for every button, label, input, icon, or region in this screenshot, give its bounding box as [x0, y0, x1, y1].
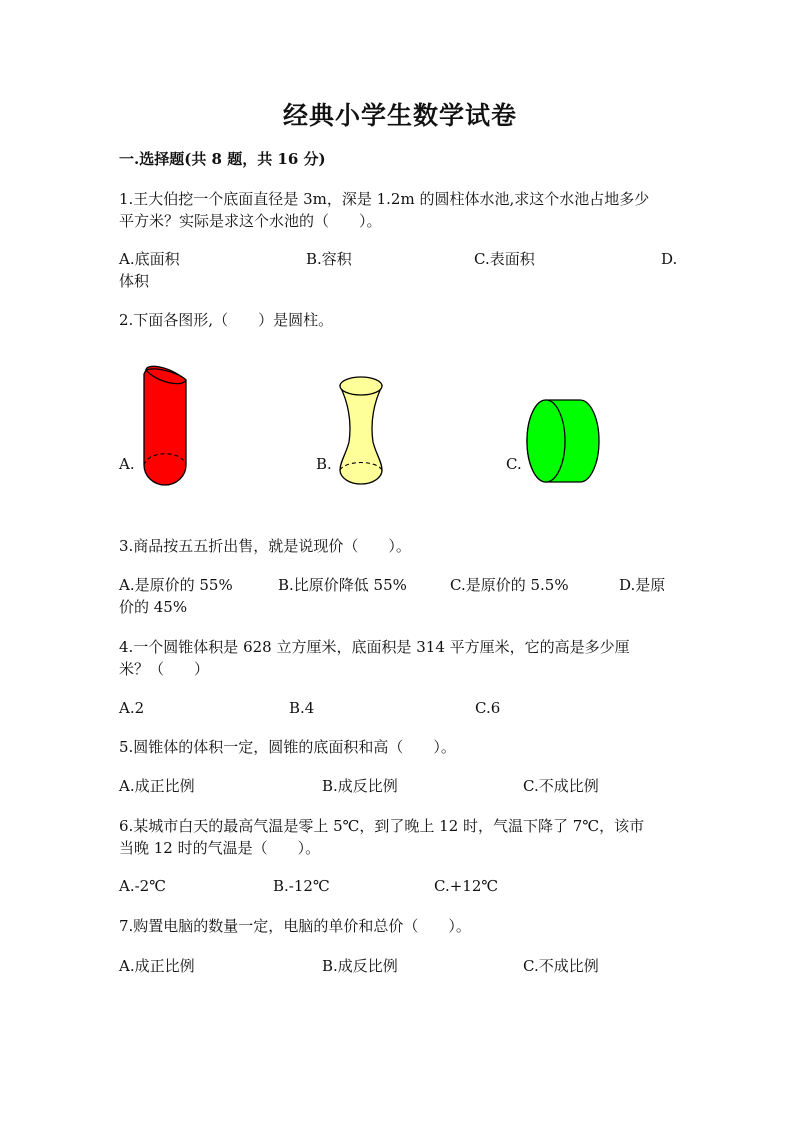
question-7 — [119, 915, 679, 937]
option-c[interactable]: C.不成比例 — [523, 777, 599, 795]
option-b[interactable]: B. — [316, 455, 332, 473]
question-4 — [119, 636, 679, 680]
question-2-line-1: 2.下面各图形,（ ）是圆柱。 — [119, 311, 334, 329]
question-1-line-1: 1.王大伯挖一个底面直径是 3m，深是 1.2m 的圆柱体水池,求这个水池占地多少 — [119, 190, 650, 208]
option-a[interactable]: A.-2℃ — [119, 877, 166, 895]
green-cylinder-face — [527, 400, 565, 482]
option-d-continuation: 体积 — [119, 272, 150, 290]
question-2 — [119, 309, 679, 331]
option-d[interactable]: D.是原 — [619, 576, 666, 594]
option-b[interactable]: B.4 — [289, 699, 315, 717]
option-b[interactable]: B.容积 — [306, 250, 352, 268]
green-flat-cylinder-figure — [522, 394, 604, 488]
question-6-line-1: 6.某城市白天的最高气温是零上 5℃，到了晚上 12 时，气温下降了 7℃，该市 — [119, 817, 645, 835]
question-5 — [119, 736, 679, 758]
red-slanted-cylinder-figure — [136, 360, 198, 496]
option-d-continuation: 价的 45% — [119, 598, 188, 616]
option-a[interactable]: A.是原价的 55% — [119, 576, 233, 594]
option-a[interactable]: A.底面积 — [119, 250, 180, 268]
option-c[interactable]: C.是原价的 5.5% — [450, 576, 569, 594]
question-6 — [119, 815, 679, 859]
option-a[interactable]: A.成正比例 — [119, 777, 195, 795]
option-d[interactable]: D. — [661, 250, 678, 268]
question-3 — [119, 535, 679, 557]
yellow-shape-top — [340, 377, 382, 395]
yellow-shape-body — [340, 386, 382, 484]
section-heading: 一.选择题(共 8 题，共 16 分) — [119, 150, 326, 168]
option-a[interactable]: A.成正比例 — [119, 957, 195, 975]
option-b[interactable]: B.比原价降低 55% — [278, 576, 407, 594]
question-7-line-1: 7.购置电脑的数量一定，电脑的单价和总价（ ）。 — [119, 917, 471, 935]
question-5-line-1: 5.圆锥体的体积一定，圆锥的底面积和高（ ）。 — [119, 738, 456, 756]
option-c[interactable]: C.不成比例 — [523, 957, 599, 975]
option-b[interactable]: B.成反比例 — [322, 957, 398, 975]
question-1-line-2: 平方米？实际是求这个水池的（ ）。 — [119, 212, 382, 230]
option-a[interactable]: A.2 — [119, 699, 145, 717]
option-c[interactable]: C.表面积 — [474, 250, 535, 268]
page-title: 经典小学生数学试卷 — [282, 101, 517, 130]
question-6-line-2: 当晚 12 时的气温是（ ）。 — [119, 839, 321, 857]
question-4-line-1: 4.一个圆锥体积是 628 立方厘米，底面积是 314 平方厘米，它的高是多少厘 — [119, 638, 630, 656]
question-3-line-1: 3.商品按五五折出售，就是说现价（ ）。 — [119, 537, 411, 555]
option-a[interactable]: A. — [119, 455, 135, 473]
yellow-concave-shape-figure — [334, 372, 388, 492]
option-c[interactable]: C.6 — [475, 699, 501, 717]
option-b[interactable]: B.-12℃ — [273, 877, 330, 895]
option-c[interactable]: C. — [506, 455, 522, 473]
option-b[interactable]: B.成反比例 — [322, 777, 398, 795]
question-1 — [119, 188, 679, 232]
question-4-line-2: 米？（ ） — [119, 660, 210, 678]
option-c[interactable]: C.+12℃ — [434, 877, 499, 895]
